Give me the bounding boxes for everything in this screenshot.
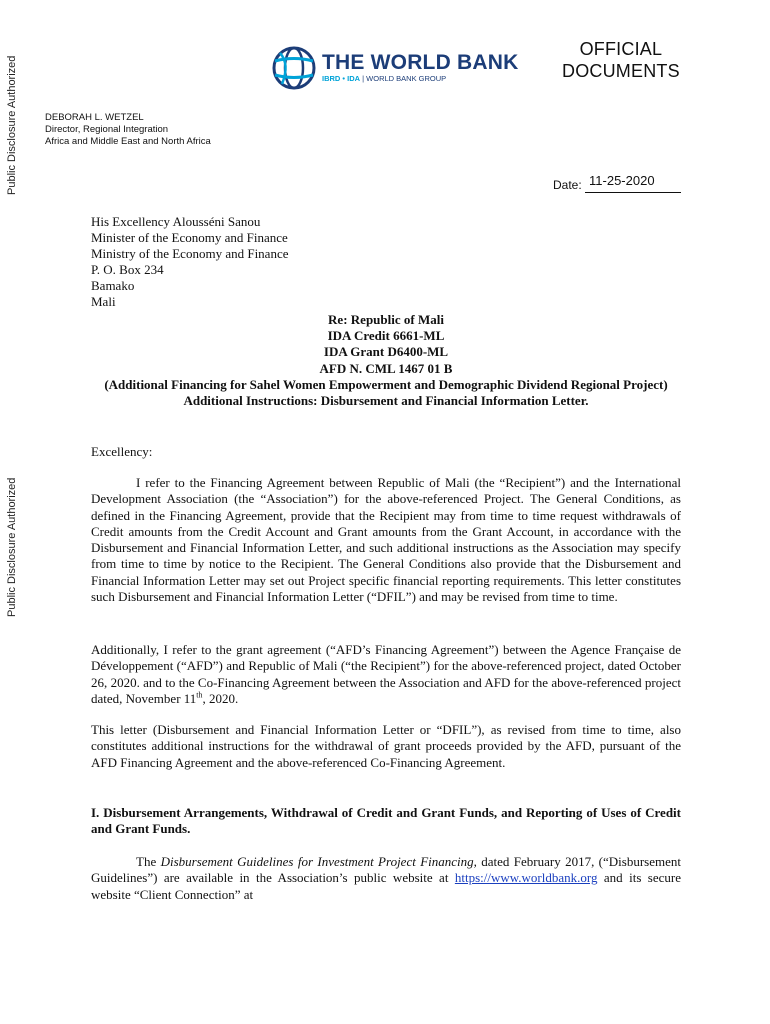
- subject-line: (Additional Financing for Sahel Women Empowerment and Demographic Dividend Regional Project): [104, 376, 668, 392]
- sender-title: Director, Regional Integration: [45, 124, 169, 135]
- date-label: Date:: [553, 178, 586, 192]
- addressee-line: Minister of the Economy and Finance: [91, 230, 288, 245]
- sender-name: DEBORAH L. WETZEL: [45, 112, 144, 123]
- world-bank-logo: [270, 44, 518, 92]
- subject-line: Additional Instructions: Disbursement and Financial Information Letter.: [183, 393, 589, 409]
- subject-line: AFD N. CML 1467 01 B: [319, 360, 453, 376]
- salutation: Excellency:: [91, 444, 153, 459]
- addressee-line: Mali: [91, 294, 116, 309]
- addressee-line: P. O. Box 234: [91, 262, 164, 277]
- worldbank-website-link[interactable]: https://www.worldbank.org: [454, 870, 598, 886]
- addressee-line: Ministry of the Economy and Finance: [91, 246, 289, 261]
- section-heading: I. Disbursement Arrangements, Withdrawal of Credit and Grant Funds, and Reporting of Uses of Credit and Grant Funds.: [91, 805, 681, 837]
- body-paragraph-4: The Disbursement Guidelines for Investment Project Financing, dated February 2017, (“Disbursement Guidelines”) are available in the Association’s public website at https://www.worldbank.org and its secure website “Client Connection” at: [91, 854, 681, 902]
- body-paragraph-2: Additionally, I refer to the grant agreement (“AFD’s Financing Agreement”) between the Agence Française de Développement (“AFD”) and Republic of Mali (“the Recipient”) for the above-referenced project, dated October 26, 2020. and to the Co-Financing Agreement between the Association and AFD for the above-referenced project dated, November 11th, 2020.: [91, 642, 681, 706]
- body-paragraph-3: This letter (Disbursement and Financial Information Letter or “DFIL”), as revised from time to time, also constitutes additional instructions for the withdrawal of grant proceeds provided by the AFD, pursuant of the AFD Financing Agreement and the above-referenced Co-Financing Agreement.: [91, 722, 681, 770]
- sender-block: [45, 112, 211, 148]
- sender-region: Africa and Middle East and North Africa: [45, 136, 211, 147]
- addressee-line: Bamako: [91, 278, 135, 293]
- subject-block: [91, 312, 681, 409]
- subject-line: Re: Republic of Mali: [328, 312, 444, 327]
- logo-subtitle: IBRD • IDA | WORLD BANK GROUP: [322, 74, 447, 83]
- subject-line: IDA Grant D6400-ML: [323, 344, 449, 360]
- body-paragraph-1: I refer to the Financing Agreement between Republic of Mali (the “Recipient”) and the International Development Association (the “Association”) for the above-referenced Project. The General Conditions, as defined in the Financing Agreement, provide that the Recipient may from time to time request withdrawals of Credit amounts from the Credit Account and Grant amounts from the Grant Account, in accordance with the Disbursement and Financial Information Letter, and such additional instructions as the Association may specify from time to time by notice to the Recipient. The General Conditions also provide that the Disbursement and Financial Information Letter may set out Project specific financial reporting requirements. This letter constitutes such Disbursement and Financial Information Letter (“DFIL”) and may be revised from time to time.: [91, 475, 681, 605]
- subject-line: IDA Credit 6661-ML: [327, 328, 445, 344]
- official-documents-stamp: OFFICIAL DOCUMENTS: [562, 39, 680, 81]
- side-label-text: Public Disclosure Authorized: [6, 477, 18, 617]
- addressee-line: His Excellency Alousséni Sanou: [91, 214, 261, 229]
- side-label-text: Public Disclosure Authorized: [6, 55, 18, 195]
- globe-icon: [270, 44, 318, 92]
- addressee-block: [91, 214, 289, 310]
- date-value: 11-25-2020: [589, 173, 655, 188]
- date-line: [553, 173, 681, 193]
- logo-title: THE WORLD BANK: [322, 51, 519, 74]
